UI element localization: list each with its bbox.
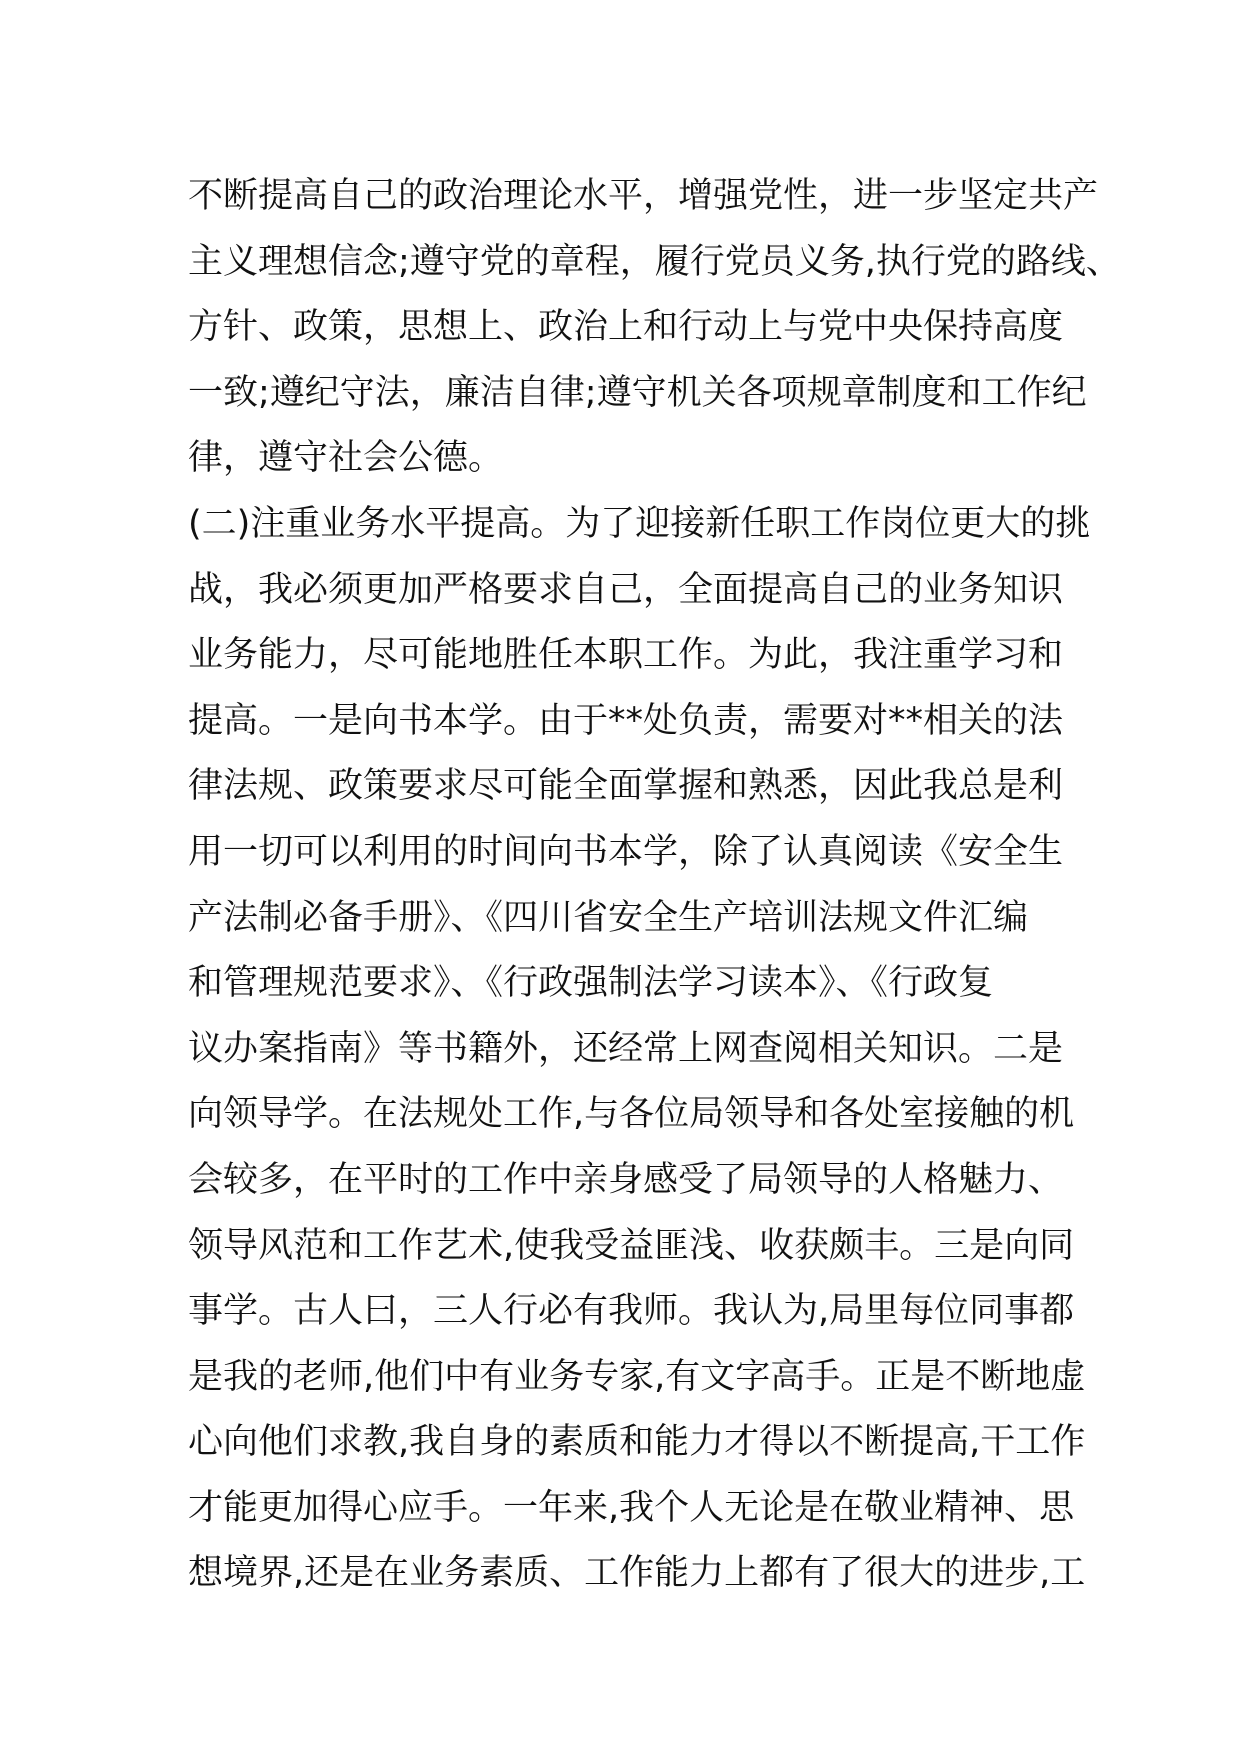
text-line: 用一切可以利用的时间向书本学，除了认真阅读《安全生 [188,831,1064,872]
text-line: 提高。一是向书本学。由于**处负责，需要对**相关的法 [188,700,1064,741]
text-line: 议办案指南》等书籍外，还经常上网查阅相关知识。二是 [188,1028,1064,1069]
body-text [188,164,1121,1607]
text-line: 一致;遵纪守法，廉洁自律;遵守机关各项规章制度和工作纪 [188,372,1087,413]
text-line: 战，我必须更加严格要求自己，全面提高自己的业务知识 [188,569,1064,610]
text-line: 心向他们求教,我自身的素质和能力才得以不断提高,干工作 [188,1422,1086,1463]
text-line: 是我的老师,他们中有业务专家,有文字高手。正是不断地虚 [188,1356,1086,1397]
text-line: 领导风范和工作艺术,使我受益匪浅、收获颇丰。三是向同 [188,1225,1075,1266]
text-line: 想境界,还是在业务素质、工作能力上都有了很大的进步,工 [188,1553,1086,1594]
text-line: 不断提高自己的政治理论水平，增强党性，进一步坚定共产 [188,176,1099,216]
text-line: 事学。古人曰，三人行必有我师。我认为,局里每位同事都 [188,1291,1075,1332]
text-line: 主义理想信念;遵守党的章程，履行党员义务,执行党的路线、 [188,241,1121,282]
text-line: 方针、政策，思想上、政治上和行动上与党中央保持高度 [188,307,1064,348]
text-line: 和管理规范要求》、《行政强制法学习读本》、《行政复 [188,963,994,1004]
text-line: 会较多，在平时的工作中亲身感受了局领导的人格魅力、 [188,1159,1064,1200]
text-line: (二)注重业务水平提高。为了迎接新任职工作岗位更大的挑 [188,503,1091,544]
text-line: 产法制必备手册》、《四川省安全生产培训法规文件汇编 [188,897,1029,938]
text-line: 业务能力，尽可能地胜任本职工作。为此，我注重学习和 [188,635,1064,676]
text-line: 律，遵守社会公德。 [188,438,504,479]
text-line: 律法规、政策要求尽可能全面掌握和熟悉，因此我总是利 [188,766,1064,807]
text-line: 向领导学。在法规处工作,与各位局领导和各处室接触的机 [188,1094,1075,1135]
text-line: 才能更加得心应手。一年来,我个人无论是在敬业精神、思 [188,1487,1075,1528]
